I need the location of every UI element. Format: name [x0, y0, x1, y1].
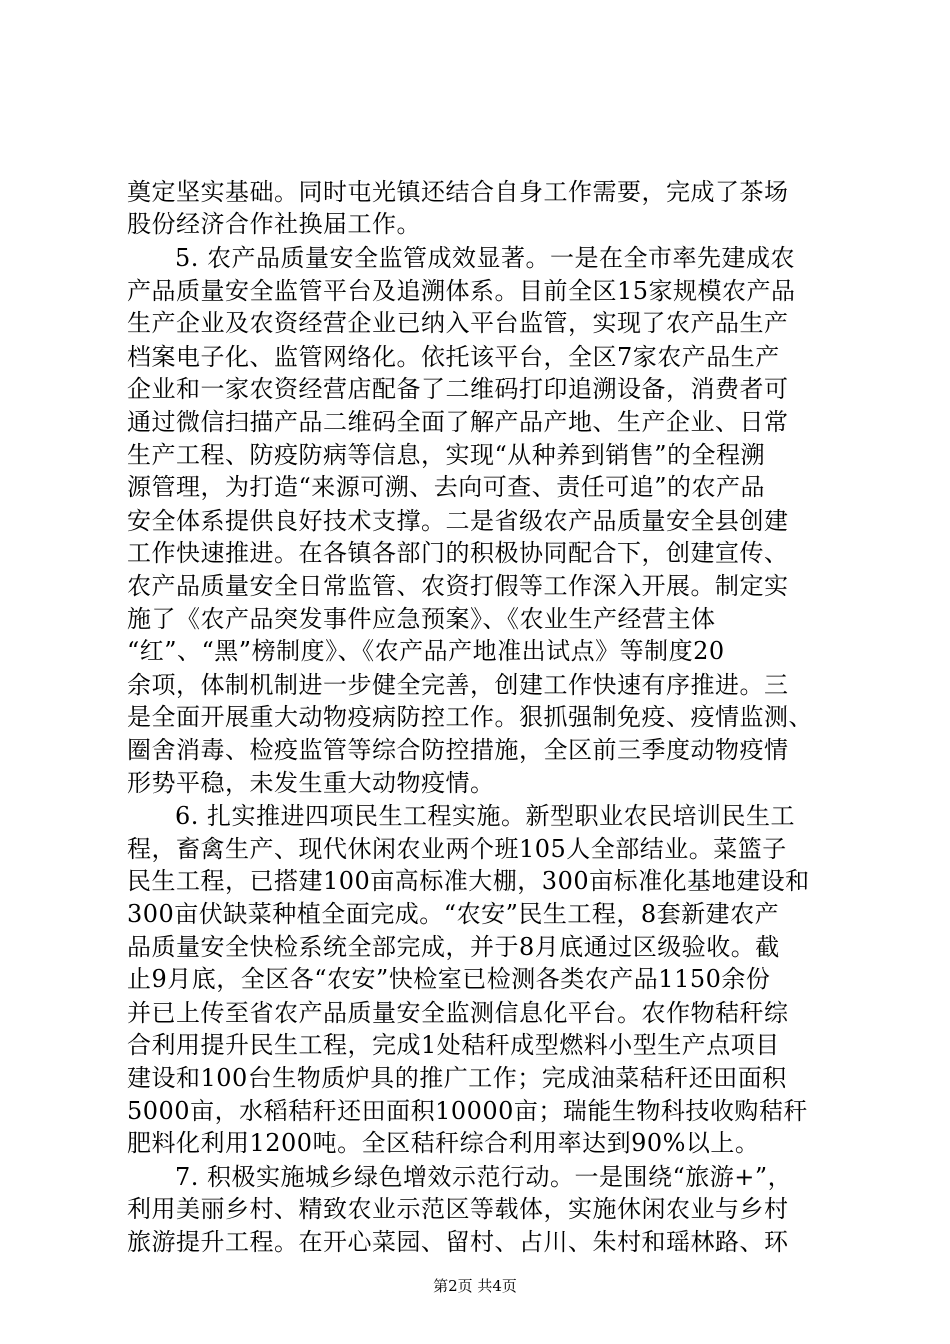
text-line: 并已上传至省农产品质量安全监测信息化平台。农作物秸秆综 [127, 999, 789, 1027]
text-line: 安全体系提供良好技术支撑。二是省级农产品质量安全县创建 [127, 507, 789, 535]
text-line: 是全面开展重大动物疫病防控工作。狠抓强制免疫、疫情监测、 [127, 703, 813, 731]
text-line: 300亩伏缺菜种植全面完成。“农安”民生工程，8套新建农产 [127, 900, 780, 928]
text-line: 合利用提升民生工程，完成1处秸秆成型燃料小型生产点项目 [127, 1031, 780, 1059]
text-line: 通过微信扫描产品二维码全面了解产品产地、生产企业、日常 [127, 408, 789, 436]
text-line: 旅游提升工程。在开心菜园、留村、占川、朱村和瑶林路、环 [127, 1228, 789, 1256]
text-line: 形势平稳，未发生重大动物疫情。 [127, 769, 495, 797]
text-line: “红”、“黑”榜制度》、《农产品产地准出试点》等制度20 [127, 637, 725, 665]
text-line: 肥料化利用1200吨。全区秸秆综合利用率达到90%以上。 [127, 1129, 760, 1157]
text-line: 利用美丽乡村、精致农业示范区等载体，实施休闲农业与乡村 [127, 1195, 789, 1223]
text-line: 余项，体制机制进一步健全完善，创建工作快速有序推进。三 [127, 671, 789, 699]
text-line: 档案电子化、监管网络化。依托该平台，全区7家农产品生产 [127, 343, 780, 371]
text-line: 5. 农产品质量安全监管成效显著。一是在全市率先建成农 [175, 244, 796, 272]
text-line: 止9月底，全区各“农安”快检室已检测各类农产品1150余份 [127, 965, 771, 993]
text-line: 民生工程，已搭建100亩高标准大棚，300亩标准化基地建设和 [127, 867, 810, 895]
text-line: 施了《农产品突发事件应急预案》、《农业生产经营主体 [127, 605, 716, 633]
text-line: 圈舍消毒、检疫监管等综合防控措施，全区前三季度动物疫情 [127, 736, 789, 764]
text-line: 5000亩，水稻秸秆还田面积10000亩；瑞能生物科技收购秸秆 [127, 1097, 808, 1125]
text-line: 生产企业及农资经营企业已纳入平台监管，实现了农产品生产 [127, 309, 789, 337]
text-line: 品质量安全快检系统全部完成，并于8月底通过区级验收。截 [127, 933, 780, 961]
text-line: 企业和一家农资经营店配备了二维码打印追溯设备，消费者可 [127, 375, 789, 403]
text-line: 工作快速推进。在各镇各部门的积极协同配合下，创建宣传、 [127, 539, 789, 567]
text-line: 生产工程、防疫防病等信息，实现“从种养到销售”的全程溯 [127, 441, 766, 469]
text-line: 源管理，为打造“来源可溯、去向可查、责任可追”的农产品 [127, 473, 766, 501]
text-line: 6. 扎实推进四项民生工程实施。新型职业农民培训民生工 [175, 802, 796, 830]
text-line: 产品质量安全监管平台及追溯体系。目前全区15家规模农产品 [127, 277, 796, 305]
text-line: 程，畜禽生产、现代休闲农业两个班105人全部结业。菜篮子 [127, 835, 787, 863]
text-line: 股份经济合作社换届工作。 [127, 210, 421, 238]
text-line: 7. 积极实施城乡绿色增效示范行动。一是围绕“旅游+”， [175, 1163, 793, 1191]
text-line: 奠定坚实基础。同时屯光镇还结合自身工作需要，完成了茶场 [127, 178, 789, 206]
page-number-footer: 第2页 共4页 [433, 1277, 517, 1295]
text-line: 农产品质量安全日常监管、农资打假等工作深入开展。制定实 [127, 572, 789, 600]
text-line: 建设和100台生物质炉具的推广工作；完成油菜秸秆还田面积 [127, 1064, 787, 1092]
